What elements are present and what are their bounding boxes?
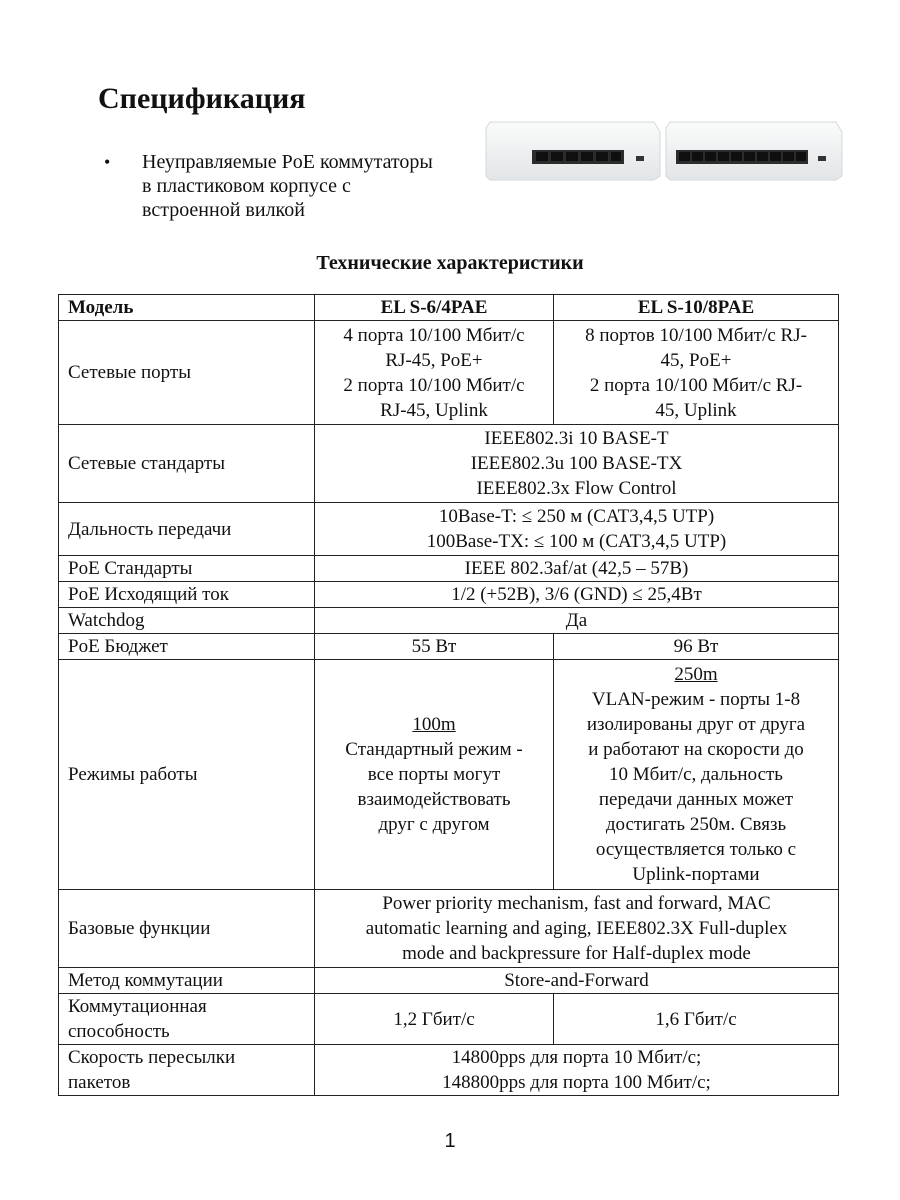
row-label-switching-capacity <box>59 994 315 1045</box>
label-line: Коммутационная <box>68 996 207 1017</box>
intro-text <box>142 150 484 222</box>
table-row <box>59 582 839 608</box>
cell-line: automatic learning and aging, IEEE802.3X Full-duplex <box>365 918 788 939</box>
cell-line: 14800pps для порта 10 Мбит/с; <box>451 1047 702 1068</box>
row-label-network-ports: Сетевые порты <box>59 321 315 425</box>
table-row <box>59 634 839 660</box>
cell-line: 148800pps для порта 100 Мбит/с; <box>442 1072 711 1093</box>
cell-line: IEEE802.3i 10 BASE-T <box>484 428 669 449</box>
mode-title-250m: 250m <box>674 664 718 685</box>
cell-line: 2 порта 10/100 Мбит/с <box>343 374 525 396</box>
poe-budget-col1: 55 Вт <box>315 634 554 660</box>
cell-line: и работают на скорости до <box>588 739 804 760</box>
table-row <box>59 994 839 1045</box>
cell-line: RJ-45, PoE+ <box>385 349 483 371</box>
label-line: пакетов <box>68 1072 131 1093</box>
intro-line: Неуправляемые PoE коммутаторы <box>142 151 433 173</box>
cell-line: RJ-45, Uplink <box>380 399 488 421</box>
table-row <box>59 1045 839 1096</box>
header-model-2: EL S-10/8PAE <box>554 295 839 321</box>
spec-table <box>58 294 839 1096</box>
label-line: Скорость пересылки <box>68 1047 236 1068</box>
basic-functions-value <box>315 890 839 968</box>
intro-bullet <box>104 150 484 222</box>
cell-line: 8 портов 10/100 Мбит/с RJ- <box>585 324 807 346</box>
page-title: Спецификация <box>98 82 306 115</box>
poe-standards-value: IEEE 802.3af/at (42,5 – 57B) <box>315 556 839 582</box>
cell-line: mode and backpressure for Half-duplex mode <box>402 943 751 964</box>
switching-capacity-col2: 1,6 Гбит/с <box>554 994 839 1045</box>
switch-10-port-image <box>666 122 842 180</box>
cell-line: все порты могут <box>367 764 501 785</box>
switching-capacity-col1: 1,2 Гбит/с <box>315 994 554 1045</box>
page-number: 1 <box>444 1130 456 1152</box>
row-label-poe-standards: PoE Стандарты <box>59 556 315 582</box>
watchdog-value: Да <box>315 608 839 634</box>
table-row <box>59 660 839 890</box>
network-standards-value <box>315 425 839 503</box>
cell-line: изолированы друг от друга <box>586 714 806 735</box>
table-row <box>59 556 839 582</box>
row-label-transmission-range: Дальность передачи <box>59 503 315 556</box>
bullet-icon: • <box>104 152 111 172</box>
table-row <box>59 321 839 425</box>
row-label-switching-method: Метод коммутации <box>59 968 315 994</box>
row-label-poe-budget: PoE Бюджет <box>59 634 315 660</box>
header-model-1: EL S-6/4PAE <box>315 295 554 321</box>
row-label-poe-output: PoE Исходящий ток <box>59 582 315 608</box>
cell-line: 10 Мбит/с, дальность <box>609 764 783 785</box>
table-header-row <box>59 295 839 321</box>
poe-budget-col2: 96 Вт <box>554 634 839 660</box>
forwarding-rate-value <box>315 1045 839 1096</box>
row-label-basic-functions: Базовые функции <box>59 890 315 968</box>
switch-devices-image <box>484 120 846 182</box>
modes-col1 <box>315 660 554 890</box>
table-row <box>59 890 839 968</box>
row-label-forwarding-rate <box>59 1045 315 1096</box>
cell-line: 4 порта 10/100 Мбит/с <box>343 324 525 346</box>
cell-line: Стандартный режим - <box>345 739 523 760</box>
cell-line: взаимодействовать <box>357 789 511 810</box>
switching-method-value: Store-and-Forward <box>315 968 839 994</box>
table-row <box>59 503 839 556</box>
cell-line: 45, Uplink <box>655 399 737 421</box>
row-label-network-standards: Сетевые стандарты <box>59 425 315 503</box>
cell-line: Uplink-портами <box>632 864 760 885</box>
row-label-modes: Режимы работы <box>59 660 315 890</box>
cell-line: 100Base-TX: ≤ 100 м (CAT3,4,5 UTP) <box>426 531 727 552</box>
label-line: способность <box>68 1021 170 1042</box>
switch-6-port-image <box>486 122 660 180</box>
header-model-label: Модель <box>59 295 315 321</box>
network-ports-col2 <box>554 321 839 425</box>
cell-line: достигать 250м. Связь <box>605 814 787 835</box>
table-row <box>59 608 839 634</box>
table-row <box>59 425 839 503</box>
cell-line: передачи данных может <box>598 789 794 810</box>
cell-line: 10Base-T: ≤ 250 м (CAT3,4,5 UTP) <box>438 506 715 527</box>
intro-line: в пластиковом корпусе с <box>142 175 351 197</box>
row-label-watchdog: Watchdog <box>59 608 315 634</box>
intro-line: встроенной вилкой <box>142 199 305 221</box>
cell-line: IEEE802.3x Flow Control <box>476 478 677 499</box>
table-row <box>59 968 839 994</box>
modes-col2 <box>554 660 839 890</box>
cell-line: 45, PoE+ <box>660 349 732 371</box>
table-title: Технические характеристики <box>316 252 584 274</box>
poe-output-value: 1/2 (+52B), 3/6 (GND) ≤ 25,4Вт <box>315 582 839 608</box>
cell-line: друг с другом <box>378 814 490 835</box>
cell-line: 2 порта 10/100 Мбит/с RJ- <box>589 374 803 396</box>
mode-title-100m: 100m <box>412 714 456 735</box>
transmission-range-value <box>315 503 839 556</box>
cell-line: Power priority mechanism, fast and forward, MAC <box>382 893 771 914</box>
cell-line: осуществляется только с <box>595 839 797 860</box>
cell-line: IEEE802.3u 100 BASE-TX <box>470 453 683 474</box>
network-ports-col1 <box>315 321 554 425</box>
cell-line: VLAN-режим - порты 1-8 <box>591 689 801 710</box>
